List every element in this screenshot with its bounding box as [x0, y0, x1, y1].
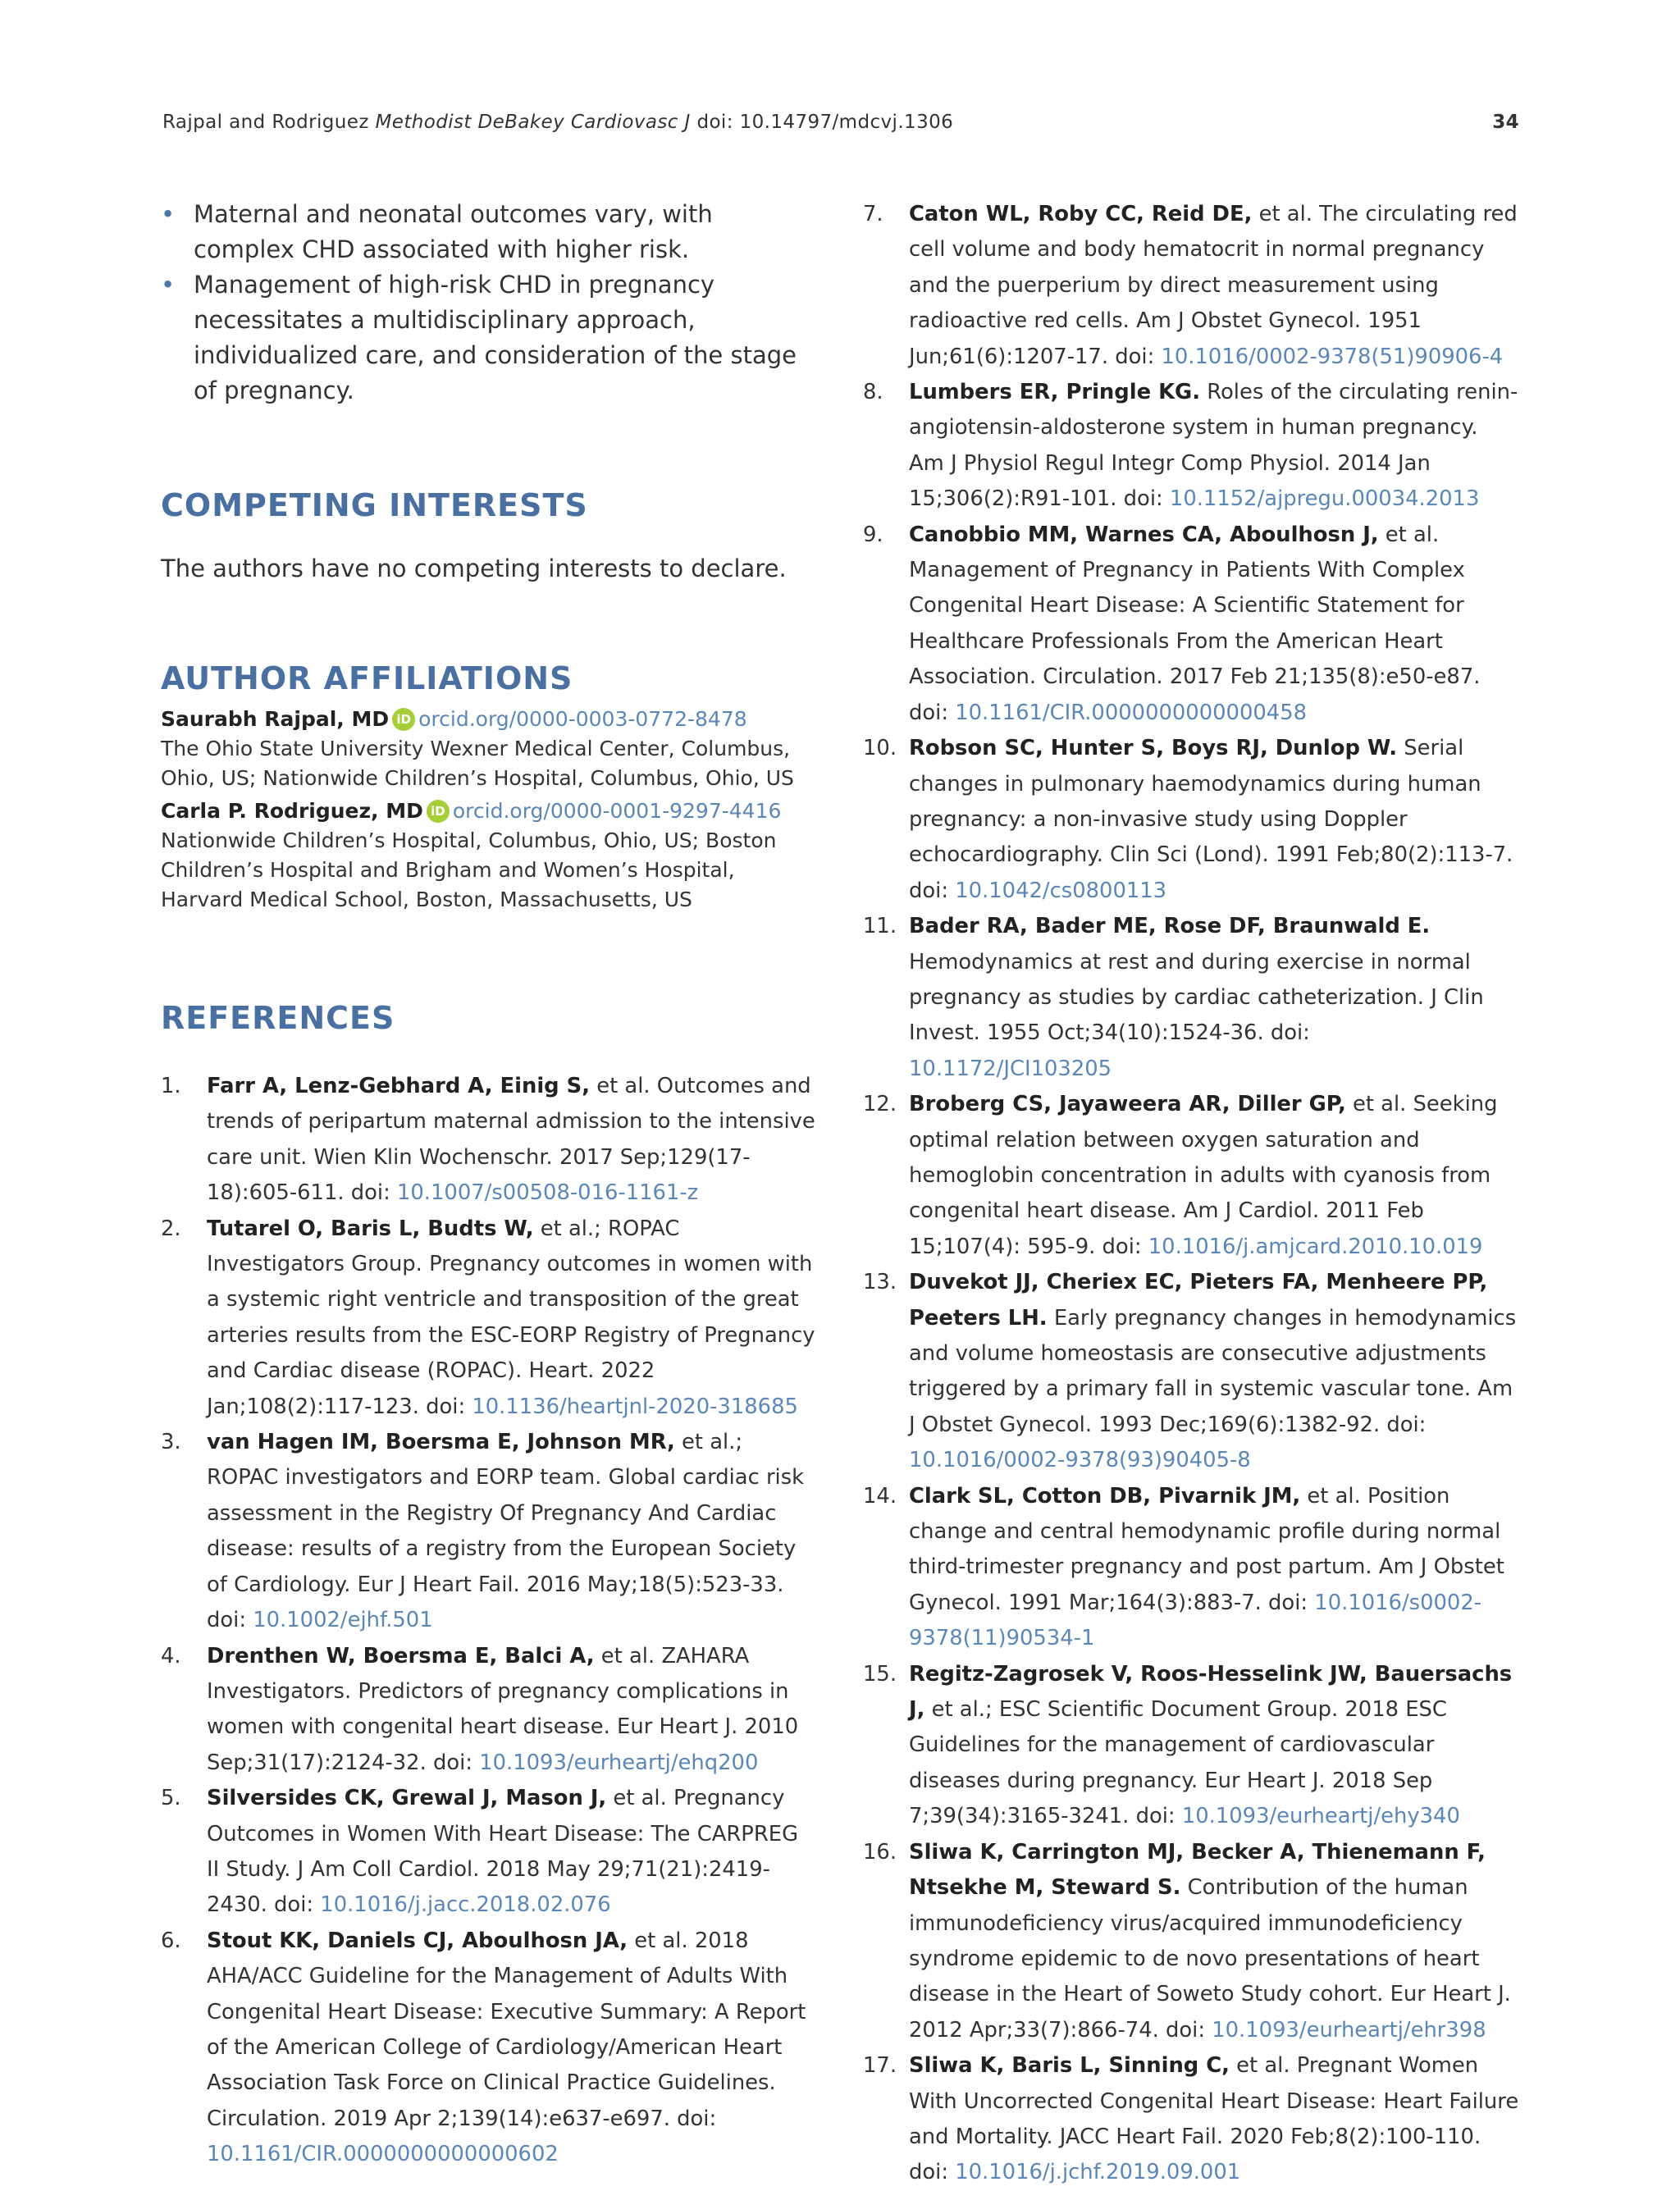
reference-text: Early pregnancy changes in hemodynamics and volume homeostasis are consecutive adjustments triggered by a primary fall in systemic vascular tone. Am J Obstet Gynecol. 1993 Dec;169(6):1382-92. doi: — [909, 1305, 1517, 1437]
reference-doi-link[interactable]: 10.1016/j.amjcard.2010.10.019 — [1148, 1234, 1483, 1259]
reference-text: et al. Pregnant Women With Uncorrected Congenital Heart Disease: Heart Failure and Mortality. JACC Heart Fail. 2020 Feb;8(2):100-110. doi: — [909, 2053, 1519, 2185]
references-list-right — [863, 197, 1519, 2191]
bullet-icon: • — [161, 200, 176, 228]
reference-text: et al.; ESC Scientific Document Group. 2018 ESC Guidelines for the management of cardiovascular diseases during pregnancy. Eur Heart J. 2018 Sep 7;39(34):3165-3241. doi: — [909, 1697, 1447, 1829]
author-line — [161, 797, 817, 826]
competing-interests-heading: COMPETING INTERESTS — [161, 487, 588, 523]
reference-item — [863, 1265, 1519, 1478]
right-column — [863, 197, 1519, 2191]
orcid-link[interactable]: orcid.org/0000-0001-9297-4416 — [452, 799, 782, 823]
author-line — [161, 705, 817, 734]
reference-authors: Clark SL, Cotton DB, Pivarnik JM, — [909, 1483, 1301, 1509]
reference-number: 4. — [161, 1643, 181, 1668]
key-point — [161, 267, 817, 409]
reference-number: 1. — [161, 1074, 181, 1098]
references-heading: REFERENCES — [161, 1000, 395, 1036]
reference-number: 17. — [863, 2053, 897, 2079]
key-point-text: Maternal and neonatal outcomes vary, with complex CHD associated with higher risk. — [194, 200, 713, 263]
reference-doi-link[interactable]: 10.1152/ajpregu.00034.2013 — [1169, 486, 1480, 512]
running-head — [162, 112, 1519, 139]
author-affiliation: The Ohio State University Wexner Medical Center, Columbus, Ohio, US; Nationwide Children’s Hospital, Columbus, Ohio, US — [161, 737, 794, 790]
reference-number: 7. — [863, 202, 883, 226]
reference-authors: Duvekot JJ, Cheriex EC, Pieters FA, Menheere PP, Peeters LH. — [909, 1270, 1488, 1331]
reference-item — [863, 909, 1519, 1087]
reference-number: 16. — [863, 1839, 897, 1865]
reference-doi-link[interactable]: 10.1093/eurheartj/ehy340 — [1181, 1804, 1460, 1829]
reference-item — [863, 1835, 1519, 2048]
reference-authors: Drenthen W, Boersma E, Balci A, — [207, 1643, 595, 1668]
reference-authors: Sliwa K, Carrington MJ, Becker A, Thienemann F, Ntsekhe M, Steward S. — [909, 1839, 1486, 1901]
reference-item — [161, 1924, 817, 2173]
reference-text: Serial changes in pulmonary haemodynamics during human pregnancy: a non-invasive study using Doppler echocardiography. Clin Sci (Lond). 1991 Feb;80(2):113-7. doi: — [909, 736, 1513, 903]
reference-doi-link[interactable]: 10.1016/j.jchf.2019.09.001 — [955, 2160, 1241, 2185]
reference-doi-link[interactable]: 10.1161/CIR.0000000000000602 — [207, 2142, 559, 2167]
reference-number: 3. — [161, 1430, 181, 1455]
reference-item — [161, 1639, 817, 1782]
reference-doi-link[interactable]: 10.1161/CIR.0000000000000458 — [955, 700, 1308, 725]
reference-doi-link[interactable]: 10.1042/cs0800113 — [955, 878, 1167, 903]
header-authors: Rajpal and Rodriguez — [162, 112, 369, 133]
reference-text: et al. 2018 AHA/ACC Guideline for the Management of Adults With Congenital Heart Disease: Executive Summary: A Report of the American College of Cardiology/American Heart Association Task Force on Clinical Practice Guidelines. Circulation. 2019 Apr 2;139(14):e637-e697. doi: — [207, 1928, 806, 2131]
reference-item — [863, 2048, 1519, 2191]
reference-item — [161, 1069, 817, 1212]
reference-item — [863, 518, 1519, 731]
reference-text: Contribution of the human immunodeficiency virus/acquired immunodeficiency syndrome epidemic to de novo presentations of heart disease in the Heart of Soweto Study cohort. Eur Heart J. 2012 Apr;33(7):866-74. doi: — [909, 1875, 1511, 2043]
header-doi: doi: 10.14797/mdcvj.1306 — [696, 112, 954, 133]
reference-doi-link[interactable]: 10.1002/ejhf.501 — [253, 1608, 433, 1633]
reference-number: 8. — [863, 380, 883, 405]
reference-number: 2. — [161, 1216, 181, 1241]
left-column — [161, 197, 817, 2173]
author-name: Carla P. Rodriguez, MD — [161, 799, 423, 823]
reference-text: Roles of the circulating renin-angiotensin-aldosterone system in human pregnancy. Am J Physiol Regul Integr Comp Physiol. 2014 Jan 15;306(2):R91-101. doi: — [909, 380, 1518, 512]
reference-number: 14. — [863, 1483, 897, 1509]
reference-doi-link[interactable]: 10.1016/s0002-9378(11)90534-1 — [909, 1590, 1482, 1651]
header-journal: Methodist DeBakey Cardiovasc J — [375, 112, 691, 133]
reference-authors: Sliwa K, Baris L, Sinning C, — [909, 2053, 1230, 2079]
reference-number: 15. — [863, 1661, 897, 1687]
reference-authors: Broberg CS, Jayaweera AR, Diller GP, — [909, 1092, 1346, 1117]
author-affiliation: Nationwide Children’s Hospital, Columbus, Ohio, US; Boston Children’s Hospital and Brigham and Women’s Hospital, Harvard Medical School, Boston, Massachusetts, US — [161, 828, 777, 911]
reference-authors: van Hagen IM, Boersma E, Johnson MR, — [207, 1430, 675, 1455]
reference-number: 5. — [161, 1786, 181, 1811]
reference-number: 6. — [161, 1928, 181, 1953]
reference-authors: Tutarel O, Baris L, Budts W, — [207, 1216, 534, 1241]
reference-doi-link[interactable]: 10.1093/eurheartj/ehq200 — [479, 1750, 759, 1775]
reference-number: 9. — [863, 522, 883, 547]
competing-interests-text: The authors have no competing interests to declare. — [161, 555, 787, 582]
author-name: Saurabh Rajpal, MD — [161, 707, 390, 731]
reference-item — [863, 731, 1519, 909]
reference-number: 13. — [863, 1270, 897, 1295]
key-point-text: Management of high-risk CHD in pregnancy necessitates a multidisciplinary approach, individualized care, and consideration of the stage of pregnancy. — [194, 271, 797, 404]
reference-text: et al. Seeking optimal relation between oxygen saturation and hemoglobin concentration in adults with cyanosis from congenital heart disease. Am J Cardiol. 2011 Feb 15;107(4): 595-9. doi: — [909, 1092, 1498, 1259]
orcid-link[interactable]: orcid.org/0000-0003-0772-8478 — [418, 707, 747, 731]
reference-doi-link[interactable]: 10.1172/JCI103205 — [909, 1056, 1112, 1081]
reference-doi-link[interactable]: 10.1016/0002-9378(51)90906-4 — [1161, 344, 1504, 369]
reference-doi-link[interactable]: 10.1093/eurheartj/ehr398 — [1212, 2017, 1486, 2043]
reference-item — [863, 197, 1519, 375]
reference-item — [161, 1425, 817, 1638]
reference-doi-link[interactable]: 10.1016/0002-9378(93)90405-8 — [909, 1448, 1251, 1473]
reference-number: 11. — [863, 914, 897, 939]
reference-authors: Farr A, Lenz-Gebhard A, Einig S, — [207, 1074, 590, 1098]
reference-text: Hemodynamics at rest and during exercise in normal pregnancy as studies by cardiac catheterization. J Clin Invest. 1955 Oct;34(10):1524-36. doi: — [909, 949, 1484, 1046]
reference-doi-link[interactable]: 10.1136/heartjnl-2020-318685 — [472, 1394, 798, 1419]
reference-authors: Lumbers ER, Pringle KG. — [909, 380, 1201, 405]
reference-authors: Canobbio MM, Warnes CA, Aboulhosn J, — [909, 522, 1379, 547]
reference-item — [863, 1479, 1519, 1657]
reference-text: et al. Outcomes and trends of peripartum maternal admission to the intensive care unit. Wien Klin Wochenschr. 2017 Sep;129(17-18):605-611. doi: — [207, 1074, 815, 1206]
reference-doi-link[interactable]: 10.1007/s00508-016-1161-z — [396, 1180, 699, 1206]
author-affiliations-heading: AUTHOR AFFILIATIONS — [161, 660, 573, 696]
reference-text: et al. ZAHARA Investigators. Predictors of pregnancy complications in women with congenital heart disease. Eur Heart J. 2010 Sep;31(17):2124-32. doi: — [207, 1643, 799, 1775]
reference-item — [863, 375, 1519, 518]
references-list-left — [161, 1069, 817, 2173]
reference-number: 12. — [863, 1092, 897, 1117]
reference-text: et al. Management of Pregnancy in Patients With Complex Congenital Heart Disease: A Scientific Statement for Healthcare Professionals From the American Heart Association. Circulation. 2017 Feb 21;135(8):e50-e87. doi: — [909, 522, 1481, 725]
reference-authors: Regitz-Zagrosek V, Roos-Hesselink JW, Bauersachs J, — [909, 1661, 1513, 1723]
reference-authors: Stout KK, Daniels CJ, Aboulhosn JA, — [207, 1928, 628, 1953]
reference-authors: Robson SC, Hunter S, Boys RJ, Dunlop W. — [909, 736, 1398, 761]
page-number: 34 — [1492, 112, 1519, 133]
reference-doi-link[interactable]: 10.1016/j.jacc.2018.02.076 — [320, 1892, 611, 1918]
reference-text: et al.; ROPAC Investigators Group. Pregnancy outcomes in women with a systemic right ventricle and transposition of the great arteries results from the ESC-EORP Registry of Pregnancy and Cardiac disease (ROPAC). Heart. 2022 Jan;108(2):117-123. doi: — [207, 1216, 815, 1419]
bullet-icon: • — [161, 271, 176, 299]
key-points-list — [161, 197, 817, 409]
key-point — [161, 197, 817, 267]
reference-item — [161, 1781, 817, 1924]
affiliation-block — [161, 705, 817, 915]
reference-text: et al. Position change and central hemodynamic profile during normal third-trimester pregnancy and post partum. Am J Obstet Gynecol. 1991 Mar;164(3):883-7. doi: — [909, 1483, 1504, 1615]
reference-authors: Bader RA, Bader ME, Rose DF, Braunwald E. — [909, 914, 1431, 939]
reference-number: 10. — [863, 736, 897, 761]
orcid-icon: iD — [392, 708, 415, 731]
reference-item — [863, 1657, 1519, 1835]
reference-item — [161, 1212, 817, 1425]
reference-text: et al.; ROPAC investigators and EORP team. Global cardiac risk assessment in the Registry Of Pregnancy And Cardiac disease: results of a registry from the European Society of Cardiology. Eur J Heart Fail. 2016 May;18(5):523-33. doi: — [207, 1430, 805, 1633]
reference-item — [863, 1087, 1519, 1265]
reference-authors: Silversides CK, Grewal J, Mason J, — [207, 1786, 607, 1811]
reference-text: et al. Pregnancy Outcomes in Women With Heart Disease: The CARPREG II Study. J Am Coll Cardiol. 2018 May 29;71(21):2419-2430. doi: — [207, 1786, 799, 1918]
reference-authors: Caton WL, Roby CC, Reid DE, — [909, 202, 1253, 226]
reference-text: et al. The circulating red cell volume and body hematocrit in normal pregnancy and the puerperium by direct measurement using radioactive red cells. Am J Obstet Gynecol. 1951 Jun;61(6):1207-17. doi: — [909, 202, 1518, 369]
orcid-icon: iD — [427, 800, 450, 823]
